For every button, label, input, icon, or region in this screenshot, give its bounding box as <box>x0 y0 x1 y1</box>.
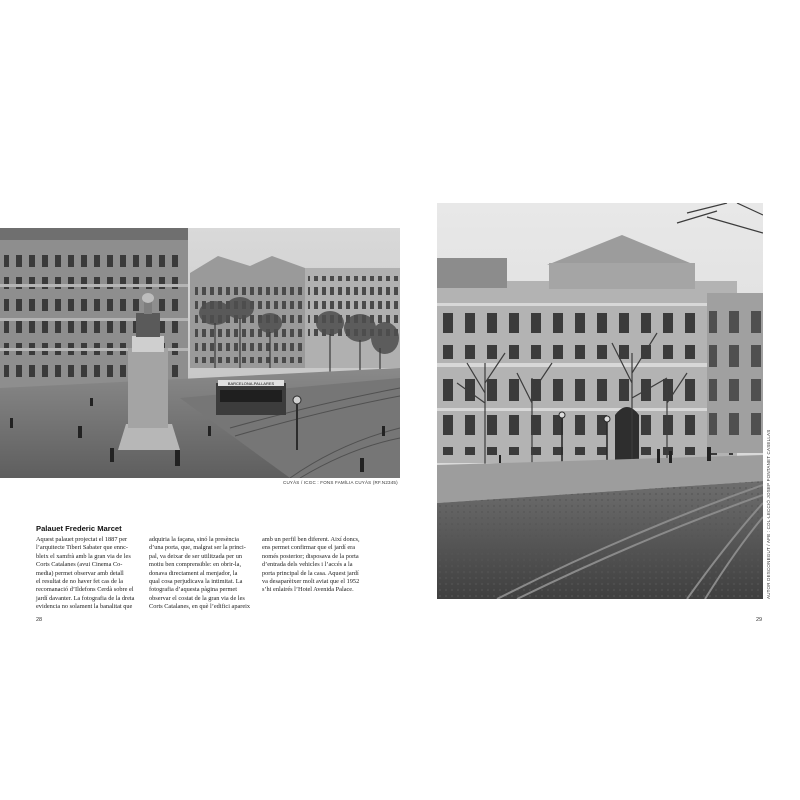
caption-column-1 <box>36 536 146 612</box>
caption-column-2 <box>149 536 259 612</box>
tram-sign-text: BARCELONA-PALLARES <box>227 381 275 386</box>
street-scene-photo <box>0 228 400 478</box>
caption-line: evidencia no solament la banalitat que <box>36 603 133 611</box>
caption-line: Corts Catalanes, en què l’edifici apareix <box>149 603 251 611</box>
street-scene-illustration <box>0 228 400 478</box>
caption-line: adquiria la façana, sinó la presència <box>149 536 239 543</box>
caption-column-3 <box>262 536 372 595</box>
caption-line: l’arquitecte Tiberi Sabater que ennc- <box>36 544 128 552</box>
caption-line: motiu ben comprensible: en obrir-la, <box>149 561 242 569</box>
caption-title: Palauet Frederic Marcet <box>36 524 122 533</box>
page-number-left: 28 <box>36 617 43 623</box>
caption-line: observar el costat de la gran via de les <box>149 594 245 602</box>
caption-line: ens permet confirmar que el jardí era <box>262 544 356 552</box>
caption-line: media) permet observar amb detall <box>36 569 124 577</box>
caption-line: d’una porta, que, malgrat ser la princi- <box>149 544 246 552</box>
caption-line: porta principal de la casa. Aquest jardí <box>262 569 359 577</box>
page-number-right: 29 <box>756 617 763 623</box>
caption-line: donava directament al menjador, la <box>149 569 238 577</box>
caption-line: d’entrada dels vehicles i l’accés a la <box>262 561 353 569</box>
caption-line: s’hi enlairés l’Hotel Avenida Palace. <box>262 586 354 594</box>
caption-line: amb un perfil ben diferent. Així doncs, <box>262 536 360 543</box>
caption-line: jardí davanter. La fotografia de la dreta <box>36 594 135 602</box>
caption-line: només posterior; disposava de la porta <box>262 552 359 560</box>
photo-credit-right: AUTOR DESCONEGUT / AFB : COL·LECCIÓ JOSEP FONTANET CASELLAS <box>766 429 771 599</box>
caption-line: qual cosa perjudicava la intimitat. La <box>149 578 243 586</box>
caption-line: Corts Catalanes (avui Cinema Co- <box>36 561 123 569</box>
caption-line: va desaparèixer molt aviat que el 1952 <box>262 578 360 586</box>
caption-line: Aquest palauet projectat el 1887 per <box>36 536 128 543</box>
caption-line: recomanació d’Ildefons Cerdà sobre el <box>36 586 134 594</box>
caption-line: pal, va deixar de ser utilitzada per un <box>149 552 243 560</box>
caption-line: el resultat de no haver fet cas de la <box>36 578 124 586</box>
caption-line: fotografia d’aquesta pàgina permet <box>149 586 237 594</box>
caption-line: bleix el xamfrà amb la gran via de les <box>36 552 131 560</box>
palace-facade-photo <box>437 203 763 599</box>
palace-facade-illustration <box>437 203 763 599</box>
photo-credit-left: CUYÀS / ICGC : FONS FAMÍLIA CUYÀS (RF.N2345) <box>283 480 398 485</box>
